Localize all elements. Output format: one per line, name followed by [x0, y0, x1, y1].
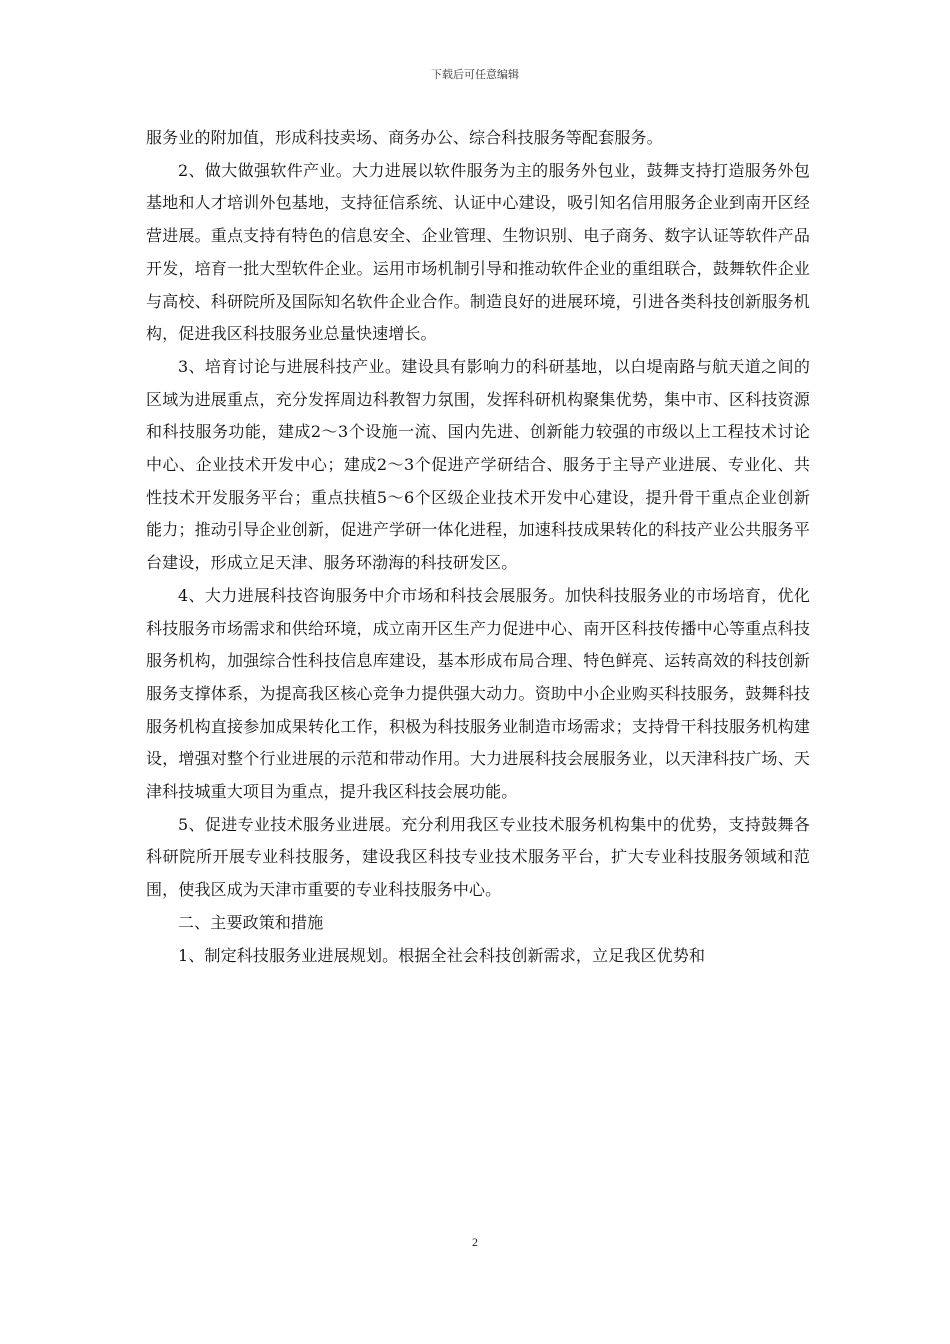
section-heading-policies: 二、主要政策和措施: [178, 912, 324, 932]
paragraph-software-industry: 2、做大做强软件产业。大力进展以软件服务为主的服务外包业，鼓舞支持打造服务外包基地和人才培训外包基地，支持征信系统、认证中心建设，吸引知名信用服务企业到南开区经营进展。重点支持有特色的信息安全、企业管理、生物识别、电子商务、数字认证等软件产品开发，培育一批大型软件企业。运用市场机制引导和推动软件企业的重组联合，鼓舞软件企业与高校、科研院所及国际知名软件企业合作。制造良好的进展环境，引进各类科技创新服务机构，促进我区科技服务业总量快速增长。: [146, 160, 810, 344]
paragraph-professional-services: 5、促进专业技术服务业进展。充分利用我区专业技术服务机构集中的优势，支持鼓舞各科研院所开展专业科技服务，建设我区科技专业技术服务平台，扩大专业科技服务领域和范围，使我区成为天津市重要的专业科技服务中心。: [146, 814, 810, 900]
page-number: 2: [472, 1235, 478, 1249]
paragraph-consulting-services: 4、大力进展科技咨询服务中介市场和科技会展服务。加快科技服务业的市场培育，优化科技服务市场需求和供给环境，成立南开区生产力促进中心、南开区科技传播中心等重点科技服务机构，加强综合性科技信息库建设，基本形成布局合理、特色鲜亮、运转高效的科技创新服务支撑体系，为提高我区核心竞争力提供强大动力。资助中小企业购买科技服务，鼓舞科技服务机构直接参加成果转化工作，积极为科技服务业制造市场需求；支持骨干科技服务机构建设，增强对整个行业进展的示范和带动作用。大力进展科技会展服务业，以天津科技广场、天津科技城重大项目为重点，提升我区科技会展功能。: [146, 585, 810, 802]
page-header: 下载后可任意编辑: [431, 68, 519, 81]
document-body: [146, 122, 810, 972]
paragraph-continued: 服务业的附加值，形成科技卖场、商务办公、综合科技服务等配套服务。: [146, 128, 663, 147]
paragraph-planning: 1、制定科技服务业进展规划。根据全社会科技创新需求，立足我区优势和: [178, 945, 706, 965]
paragraph-research-industry: 3、培育讨论与进展科技产业。建设具有影响力的科研基地，以白堤南路与航天道之间的区域为进展重点，充分发挥周边科教智力氛围，发挥科研机构聚集优势，集中市、区科技资源和科技服务功能，建成2～3个设施一流、国内先进、创新能力较强的市级以上工程技术讨论中心、企业技术开发中心；建成2～3个促进产学研结合、服务于主导产业进展、专业化、共性技术开发服务平台；重点扶植5～6个区级企业技术开发中心建设，提升骨干重点企业创新能力；推动引导企业创新，促进产学研一体化进程，加速科技成果转化的科技产业公共服务平台建设，形成立足天津、服务环渤海的科技研发区。: [146, 356, 810, 573]
